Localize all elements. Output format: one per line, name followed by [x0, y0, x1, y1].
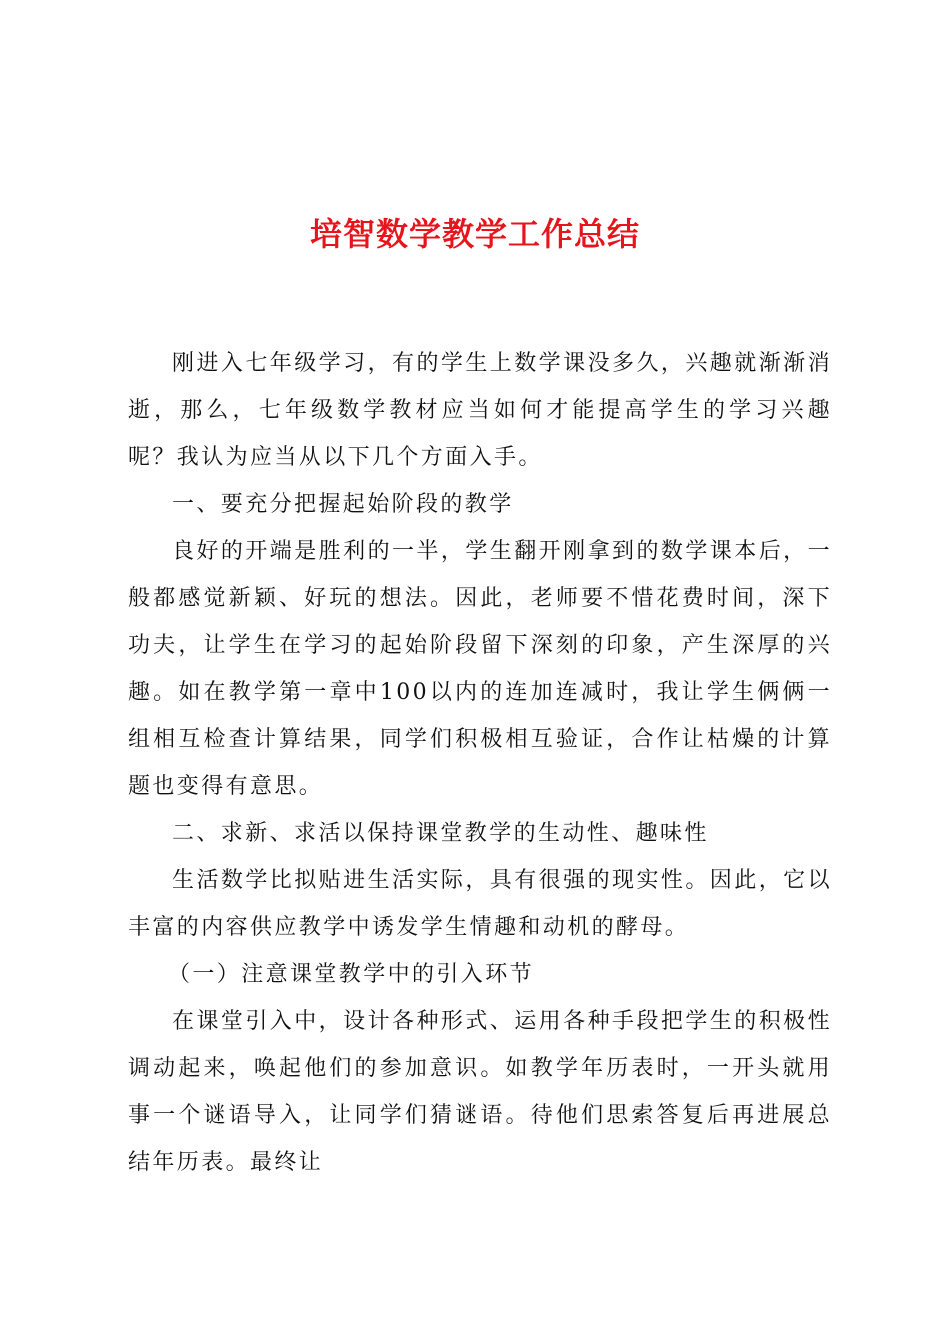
intro-paragraph: 刚进入七年级学习，有的学生上数学课没多久，兴趣就渐渐消逝，那么，七年级数学教材应当如何才能提高学生的学习兴趣呢？我认为应当从以下几个方面入手。: [128, 351, 832, 470]
subsection-heading-1: （一）注意课堂教学中的引入环节: [168, 962, 535, 987]
section-2-paragraph: 生活数学比拟贴进生活实际，具有很强的现实性。因此，它以丰富的内容供应教学中诱发学生情趣和动机的酵母。: [128, 868, 832, 940]
section-heading-1: 一、要充分把握起始阶段的教学: [172, 492, 514, 517]
section-heading-2: 二、求新、求活以保持课堂教学的生动性、趣味性: [172, 821, 709, 846]
document-body: [128, 340, 832, 1186]
section-1-paragraph: 良好的开端是胜利的一半，学生翻开刚拿到的数学课本后，一般都感觉新颖、好玩的想法。因此，老师要不惜花费时间，深下功夫，让学生在学习的起始阶段留下深刻的印象，产生深厚的兴趣。如在教学第一章中100以内的连加连减时，我让学生俩俩一组相互检查计算结果，同学们积极相互验证，合作让枯燥的计算题也变得有意思。: [128, 539, 832, 799]
document-title: 培智数学教学工作总结: [309, 215, 640, 253]
subsection-1-paragraph: 在课堂引入中，设计各种形式、运用各种手段把学生的积极性调动起来，唤起他们的参加意识。如教学年历表时，一开头就用事一个谜语导入，让同学们猜谜语。待他们思索答复后再进展总结年历表。最终让: [128, 1009, 832, 1175]
